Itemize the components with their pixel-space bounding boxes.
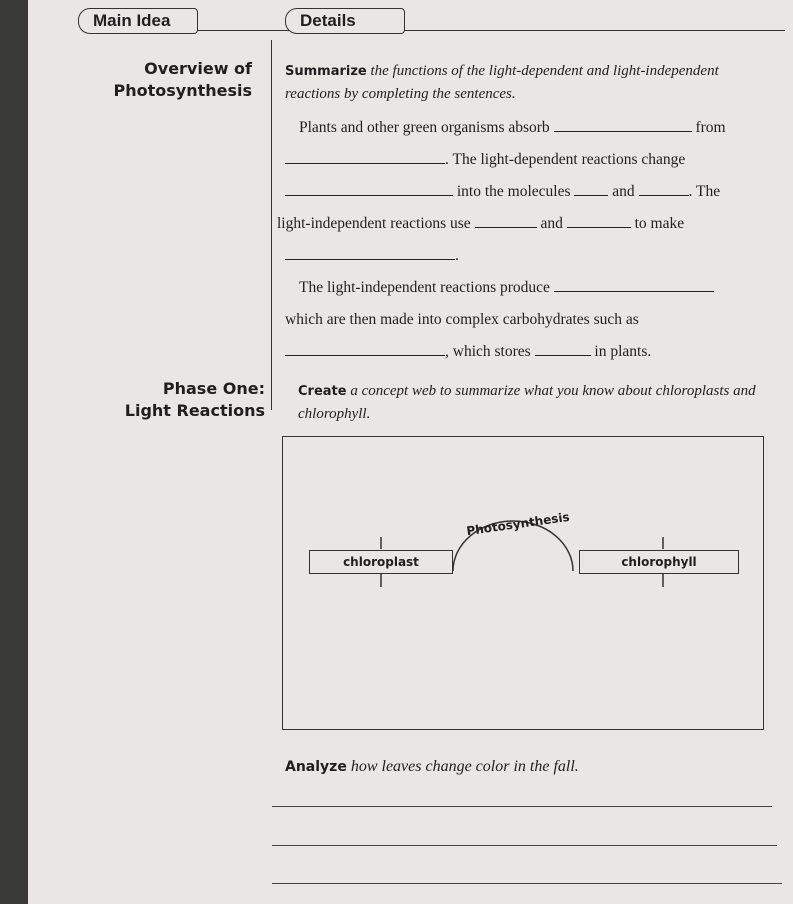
answer-blank[interactable] bbox=[567, 213, 631, 228]
column-divider bbox=[271, 40, 272, 410]
p1-line5 bbox=[285, 240, 775, 272]
p1-line2 bbox=[285, 144, 775, 176]
analyze-keyword: Analyze bbox=[285, 759, 347, 775]
overview-heading bbox=[60, 58, 252, 102]
chloroplast-label: chloroplast bbox=[343, 555, 419, 569]
answer-blank[interactable] bbox=[285, 149, 445, 164]
answer-blank[interactable] bbox=[285, 181, 453, 196]
p1-line5-text: . bbox=[455, 247, 459, 264]
p1-line3-text-b: and bbox=[612, 183, 635, 200]
phase-one-instruction bbox=[298, 380, 768, 425]
details-tab bbox=[285, 8, 405, 34]
p1-line3 bbox=[285, 176, 775, 208]
phase-one-heading bbox=[60, 378, 265, 422]
p1-line1-text-b: from bbox=[695, 119, 726, 136]
p1-line1-text-a: Plants and other green organisms absorb bbox=[299, 119, 550, 136]
p1-line1 bbox=[285, 112, 775, 144]
center-node-label: Photosynthesis bbox=[465, 509, 571, 539]
answer-blank[interactable] bbox=[554, 117, 692, 132]
overview-heading-line1: Overview of bbox=[144, 59, 252, 78]
p2-line3-text-a: , which stores bbox=[445, 343, 531, 360]
phase-one-heading-line2: Light Reactions bbox=[124, 401, 265, 420]
main-idea-label: Main Idea bbox=[93, 11, 171, 30]
concept-web-area[interactable] bbox=[282, 436, 764, 730]
answer-blank[interactable] bbox=[285, 341, 445, 356]
phase-one-heading-line1: Phase One: bbox=[162, 379, 265, 398]
phase-one-instruction-text: a concept web to summarize what you know about chloroplasts and chlorophyll. bbox=[298, 383, 756, 422]
p1-line4-text-c: to make bbox=[634, 215, 685, 232]
p2-line1 bbox=[285, 272, 775, 304]
answer-blank[interactable] bbox=[574, 181, 608, 196]
header-rule bbox=[195, 30, 785, 31]
overview-heading-line2: Photosynthesis bbox=[113, 81, 252, 100]
p2-line3-text-b: in plants. bbox=[594, 343, 652, 360]
answer-blank[interactable] bbox=[639, 181, 689, 196]
p1-line3-text-c: . The bbox=[688, 183, 721, 200]
chlorophyll-label: chlorophyll bbox=[621, 555, 697, 569]
overview-paragraph-2 bbox=[285, 272, 775, 368]
overview-instruction bbox=[285, 60, 765, 105]
concept-web-connectors bbox=[283, 437, 765, 731]
summarize-keyword: Summarize bbox=[285, 64, 367, 79]
p2-line2 bbox=[285, 304, 775, 336]
overview-instruction-text: the functions of the light-dependent and light-independent reactions by completing the sentences. bbox=[285, 63, 719, 102]
answer-blank[interactable] bbox=[535, 341, 591, 356]
answer-blank[interactable] bbox=[475, 213, 537, 228]
chlorophyll-node bbox=[579, 550, 739, 574]
p1-line4-text-b: and bbox=[540, 215, 563, 232]
answer-line-1[interactable] bbox=[272, 806, 772, 807]
answer-blank[interactable] bbox=[285, 245, 455, 260]
create-keyword: Create bbox=[298, 384, 347, 399]
p2-line1-text: The light-independent reactions produce bbox=[299, 279, 550, 296]
answer-blank[interactable] bbox=[554, 277, 714, 292]
p2-line3 bbox=[285, 336, 775, 368]
p1-line4-text-a: light-independent reactions use bbox=[277, 215, 471, 232]
answer-line-2[interactable] bbox=[272, 845, 777, 846]
p1-line4 bbox=[277, 208, 775, 240]
p1-line2-text: . The light-dependent reactions change bbox=[445, 151, 686, 168]
p2-line2-text: which are then made into complex carbohydrates such as bbox=[285, 311, 639, 328]
overview-paragraph-1 bbox=[277, 112, 775, 272]
p1-line3-text-a: into the molecules bbox=[456, 183, 571, 200]
details-label: Details bbox=[300, 11, 356, 30]
main-idea-tab bbox=[78, 8, 198, 34]
analyze-prompt-text: how leaves change color in the fall. bbox=[346, 758, 579, 775]
answer-line-3[interactable] bbox=[272, 883, 782, 884]
analyze-prompt bbox=[285, 758, 579, 776]
chloroplast-node bbox=[309, 550, 453, 574]
